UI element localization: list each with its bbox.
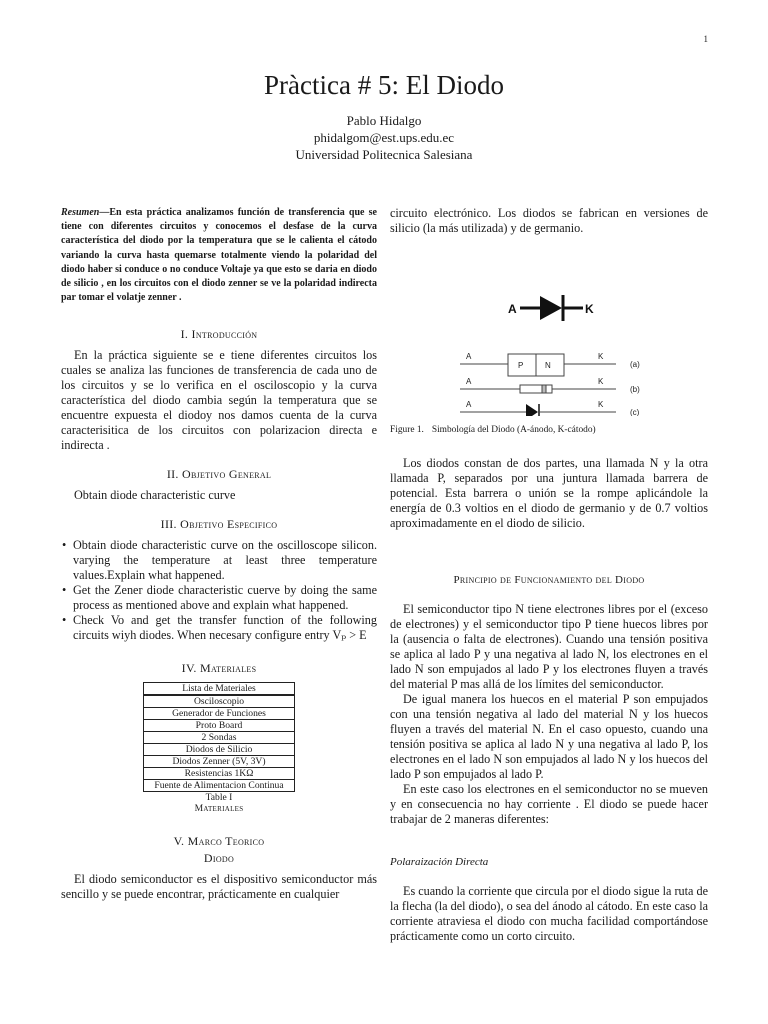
section-heading-marco-teorico: V. Marco Teorico — [173, 834, 265, 849]
objetivo-general-text: Obtain diode characteristic curve — [74, 488, 236, 503]
subsection-heading-principio: Principio de Funcionamiento del Diodo — [453, 574, 645, 586]
subsection-heading-polarizacion-directa: Polaraización Directa — [390, 856, 489, 868]
bullet-icon: • — [62, 538, 67, 553]
table-row: Generador de Funciones — [144, 708, 295, 720]
paper-title: Pràctica # 5: El Diodo — [264, 70, 504, 100]
bullet-icon: • — [62, 583, 67, 598]
svg-text:A: A — [508, 302, 517, 316]
figure-caption — [390, 424, 708, 436]
subsection-heading-diodo: Diodo — [203, 851, 235, 866]
abstract-text: —En esta práctica analizamos función de transferencia que se tiene con diferentes circuitos y conocemos el desfase de la curva característica del diodo por la temperatura que se le calienta el cátodo variando la curva hasta quemarse totalmente viendo la polaridad del diodo haber si conduce o no conduce Voltaje ya que esto se daria en diodo de silicio , en los circuitos con el diodo zenner se ve la polaridad indirecta par tomar el volatje zenner . — [61, 207, 377, 304]
section-heading-objetivo-especifico: III. Objetivo Especifico — [160, 517, 278, 532]
figure-label: Figure 1. — [390, 425, 424, 435]
abstract-label: Resumen — [61, 207, 100, 218]
diode-symbology-diagram — [390, 246, 708, 416]
table-header: Lista de Materiales — [144, 683, 295, 696]
right-column — [390, 206, 708, 944]
list-item: • Obtain diode characteristic curve on the oscilloscope silicon. varying the temperature at least three temperature values.Explain what happened. — [62, 538, 377, 583]
section-heading-objetivo-general: II. Objetivo General — [166, 467, 272, 482]
svg-text:K: K — [598, 377, 604, 386]
intro-paragraph: En la práctica siguiente se e tiene diferentes circuitos los cuales se analiza las funciones de transferencia de cada uno de los circuitos y se lo verifica en el osciloscopio y la curva característica del diodo cambia según la temperatura que se encuentre expuesta el diodoy nos damos cuenta de la curva caracterisitica de los circuitos con polarizacion directa e indirecta . — [61, 348, 377, 453]
svg-text:A: A — [466, 352, 472, 361]
table-name: Materiales — [194, 803, 244, 815]
svg-text:N: N — [545, 361, 551, 370]
paragraph-semiconductor: El semiconductor tipo N tiene electrones libres por el (exceso de electrones) y el semiconductor tipo P tiene huecos libres por la (ausencia o falta de electrones). Cuando una tensión positiva se aplica al lado P y una negativa al lado N, los electrones en el lado N son empujados al lado P y los electrones fluyen a través del material P mas allá de los límites del semiconductor. — [390, 602, 708, 691]
figure-caption-text: Simbología del Diodo (A-ánodo, K-cátodo) — [431, 425, 596, 435]
diode-symbol-large — [508, 295, 594, 321]
diode-physical-component — [460, 377, 640, 394]
svg-text:P: P — [518, 361, 524, 370]
bullet-icon: • — [62, 613, 67, 628]
diode-pn-junction — [460, 352, 640, 376]
author-block — [0, 112, 768, 163]
table-row: Resistencias 1KΩ — [144, 768, 295, 780]
author-name: Pablo Hidalgo — [346, 113, 422, 128]
svg-text:(c): (c) — [630, 408, 640, 416]
table-row: Proto Board — [144, 720, 295, 732]
theory-paragraph-continued: circuito electrónico. Los diodos se fabrican en versiones de silicio (la más utilizada) y de germanio. — [390, 206, 708, 235]
paragraph-igual-manera: De igual manera los huecos en el material P son empujados con una tensión negativa al lado del material N y los huecos fluyen a través del material N. En el caso opuesto, cuando una tensión positiva se aplica al lado N y una negativa al lado P, los electrones en el lado N son empujados al lado N y los huecos del lado P son empujados al lado P. — [390, 692, 708, 781]
author-affiliation: Universidad Politecnica Salesiana — [295, 147, 473, 162]
table-caption: Table I — [205, 792, 233, 804]
svg-text:(a): (a) — [630, 360, 640, 369]
materials-table — [143, 682, 295, 792]
svg-text:A: A — [466, 377, 472, 386]
diode-schematic-symbol — [460, 400, 640, 416]
table-row: 2 Sondas — [144, 732, 295, 744]
objectives-list — [61, 538, 377, 643]
table-row: Osciloscopio — [144, 695, 295, 708]
svg-text:A: A — [466, 400, 472, 409]
left-column — [61, 206, 377, 902]
list-item: • Get the Zener diode characteristic cuerve by doing the same process as mentioned above and explain what happened. — [62, 583, 377, 613]
figure-diode-symbols — [390, 246, 708, 436]
paragraph-diodos-constan: Los diodos constan de dos partes, una llamada N y la otra llamada P, separados por una juntura llamada barrera de potencial. Esta barrera o unión se la rompe aplicándole la energía de 0.3 voltios en el diodo de germanio y de 0.7 voltios aproximadamente en el diodo de silicio. — [390, 456, 708, 530]
table-row: Diodos Zenner (5V, 3V) — [144, 756, 295, 768]
table-row: Fuente de Alimentacion Continua — [144, 780, 295, 792]
svg-text:K: K — [598, 352, 604, 361]
page-number: 1 — [703, 34, 708, 44]
svg-text:K: K — [598, 400, 604, 409]
section-heading-materiales: IV. Materiales — [181, 661, 257, 676]
svg-text:K: K — [585, 302, 594, 316]
list-item: • Check Vo and get the transfer function of the following circuits wiyh diodes. When necesary configure entry Vₚ > E — [62, 613, 377, 643]
table-row: Diodos de Silicio — [144, 744, 295, 756]
section-heading-introduccion: I. Introducción — [180, 327, 258, 342]
svg-text:(b): (b) — [630, 385, 640, 394]
paragraph-este-caso: En este caso los electrones en el semiconductor no se mueven y en consecuencia no hay corriente . El diodo se puede hacer trabajar de 2 maneras diferentes: — [390, 782, 708, 826]
theory-paragraph-start: El diodo semiconductor es el dispositivo semiconductor más sencillo y se puede encontrar, prácticamente en cualquier — [61, 872, 377, 902]
abstract — [61, 206, 377, 305]
author-email: phidalgom@est.ups.edu.ec — [313, 130, 455, 145]
paragraph-polarizacion: Es cuando la corriente que circula por el diodo sigue la ruta de la flecha (la del diodo), o sea del ánodo al cátodo. En este caso la corriente atraviesa el diodo con mucha facilidad comportándose prácticamente como un corto circuito. — [390, 884, 708, 943]
